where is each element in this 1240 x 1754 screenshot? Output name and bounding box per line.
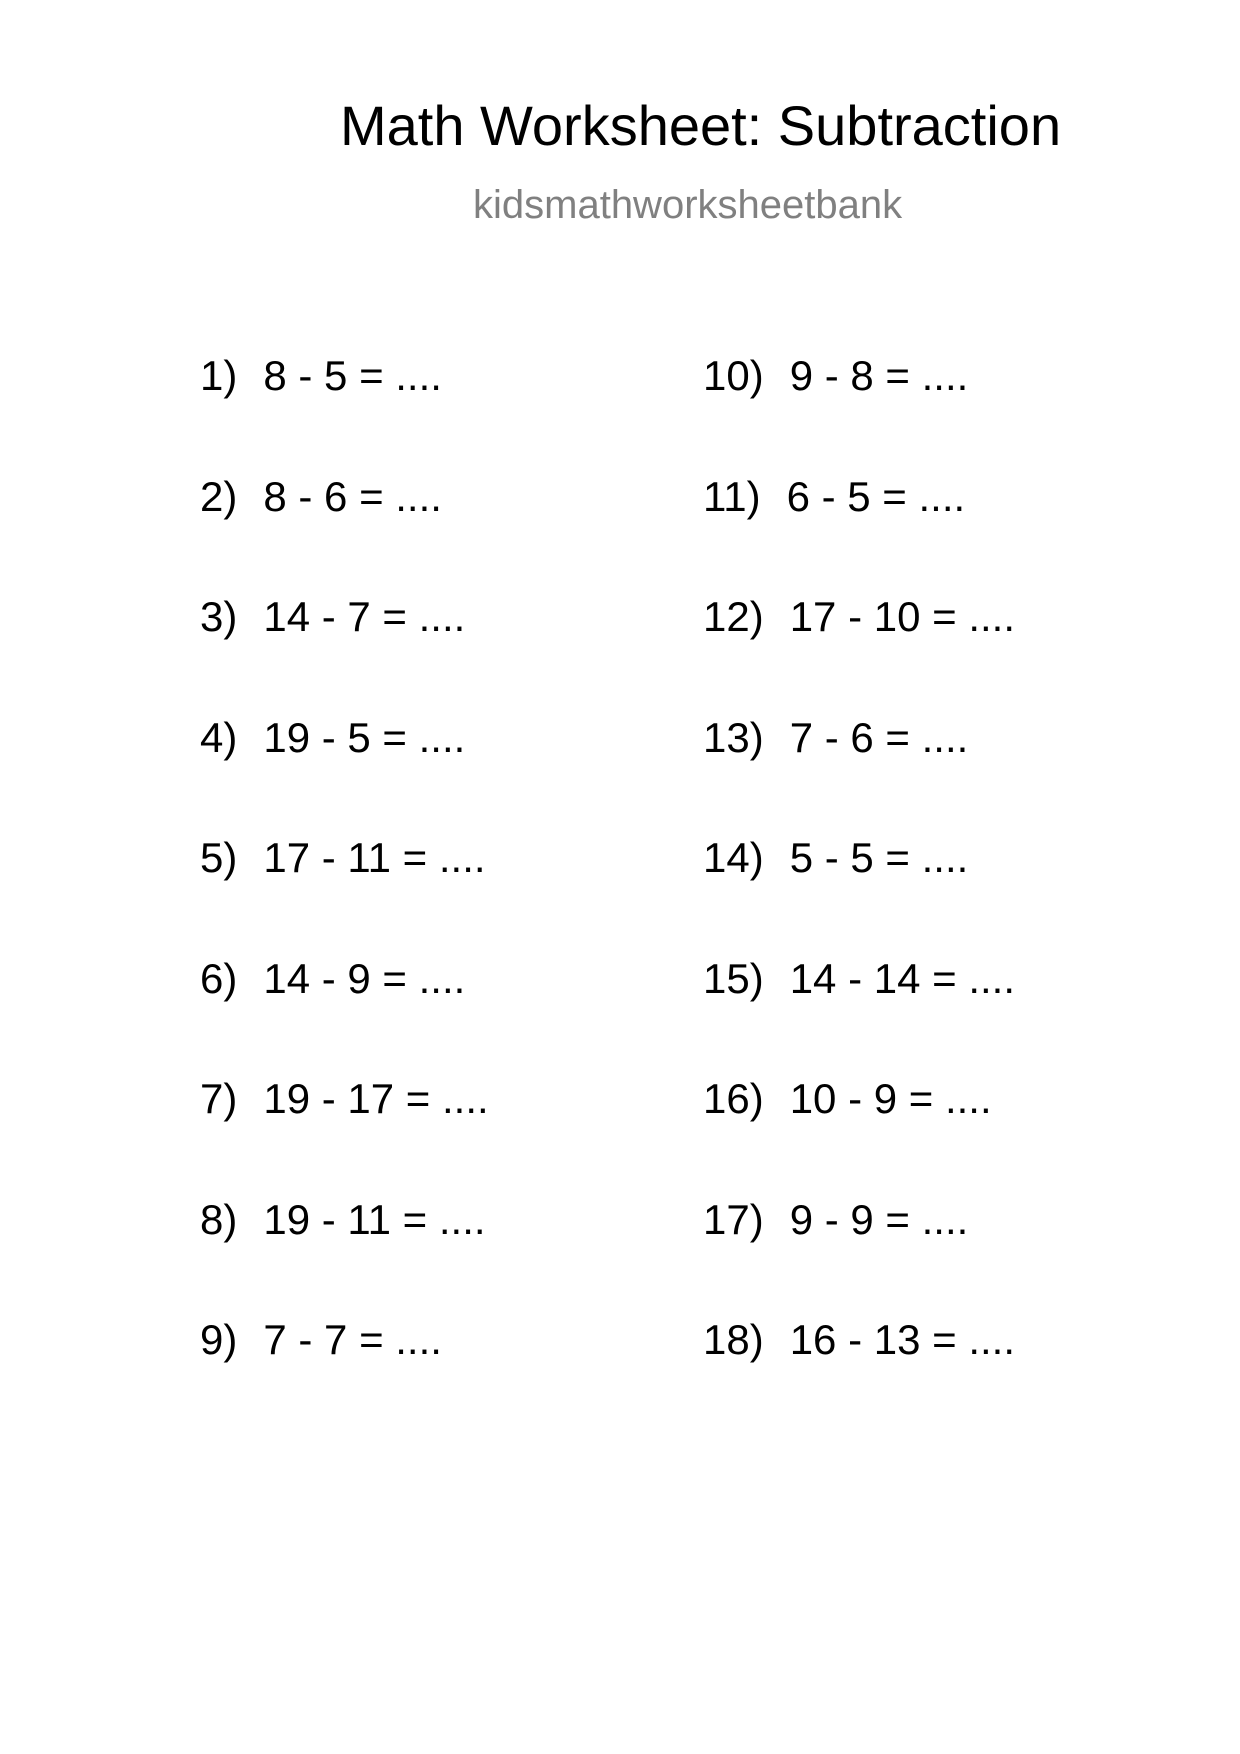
worksheet-subtitle: kidsmathworksheetbank xyxy=(473,183,903,227)
problem-item xyxy=(703,472,1015,597)
problem-expression: 9 - 9 = .... xyxy=(789,1195,969,1243)
problem-expression: 6 - 5 = .... xyxy=(786,472,966,520)
problem-number: 17) xyxy=(703,1195,764,1243)
problem-item xyxy=(200,593,489,717)
problem-number: 12) xyxy=(703,593,764,640)
problem-expression: 5 - 5 = .... xyxy=(789,834,969,881)
problem-item xyxy=(200,1075,489,1199)
problem-expression: 14 - 9 = .... xyxy=(263,954,466,1002)
problem-expression: 14 - 14 = .... xyxy=(789,954,1016,1002)
problem-item xyxy=(200,1316,489,1440)
problem-number: 5) xyxy=(200,834,238,881)
problem-expression: 8 - 5 = .... xyxy=(263,352,442,399)
problem-item xyxy=(703,834,1015,958)
problem-list-left xyxy=(200,352,489,1440)
problem-item xyxy=(703,954,1016,1079)
problem-item xyxy=(703,1075,1015,1199)
problem-number: 2) xyxy=(200,472,238,520)
problem-number: 1) xyxy=(200,352,238,399)
problem-number: 4) xyxy=(200,713,238,761)
problem-expression: 8 - 6 = .... xyxy=(263,472,442,520)
problem-number: 11) xyxy=(703,472,761,520)
problem-expression: 10 - 9 = .... xyxy=(789,1075,992,1122)
problem-number: 14) xyxy=(703,834,764,881)
problem-expression: 19 - 11 = .... xyxy=(263,1195,486,1243)
worksheet-title: Math Worksheet: Subtraction xyxy=(340,94,1062,157)
problem-expression: 17 - 10 = .... xyxy=(789,593,1016,640)
problem-expression: 19 - 5 = .... xyxy=(263,713,466,761)
problem-item xyxy=(703,1195,1015,1320)
problem-expression: 7 - 7 = .... xyxy=(263,1316,442,1363)
problem-number: 3) xyxy=(200,593,238,640)
problem-number: 7) xyxy=(200,1075,238,1122)
problem-expression: 16 - 13 = .... xyxy=(789,1316,1016,1363)
problem-number: 13) xyxy=(703,713,764,761)
problem-number: 9) xyxy=(200,1316,238,1363)
problem-item xyxy=(200,352,489,476)
problem-expression: 7 - 6 = .... xyxy=(789,713,969,761)
problem-item xyxy=(200,834,489,958)
problem-item xyxy=(200,1195,489,1320)
problem-expression: 19 - 17 = .... xyxy=(263,1075,489,1122)
problem-expression: 9 - 8 = .... xyxy=(789,352,969,399)
problem-number: 15) xyxy=(703,954,764,1002)
problem-item xyxy=(200,472,489,597)
problem-item xyxy=(703,593,1016,717)
problem-number: 18) xyxy=(703,1316,764,1363)
problem-number: 8) xyxy=(200,1195,238,1243)
problem-list-right xyxy=(703,352,1016,1440)
problem-item xyxy=(200,954,489,1079)
problem-item xyxy=(703,1316,1016,1440)
problem-item xyxy=(200,713,489,838)
problem-expression: 14 - 7 = .... xyxy=(263,593,466,640)
problem-number: 6) xyxy=(200,954,238,1002)
problem-item xyxy=(703,352,1015,476)
problem-number: 10) xyxy=(703,352,764,399)
problem-expression: 17 - 11 = .... xyxy=(263,834,486,881)
problem-item xyxy=(703,713,1015,838)
problem-number: 16) xyxy=(703,1075,764,1122)
